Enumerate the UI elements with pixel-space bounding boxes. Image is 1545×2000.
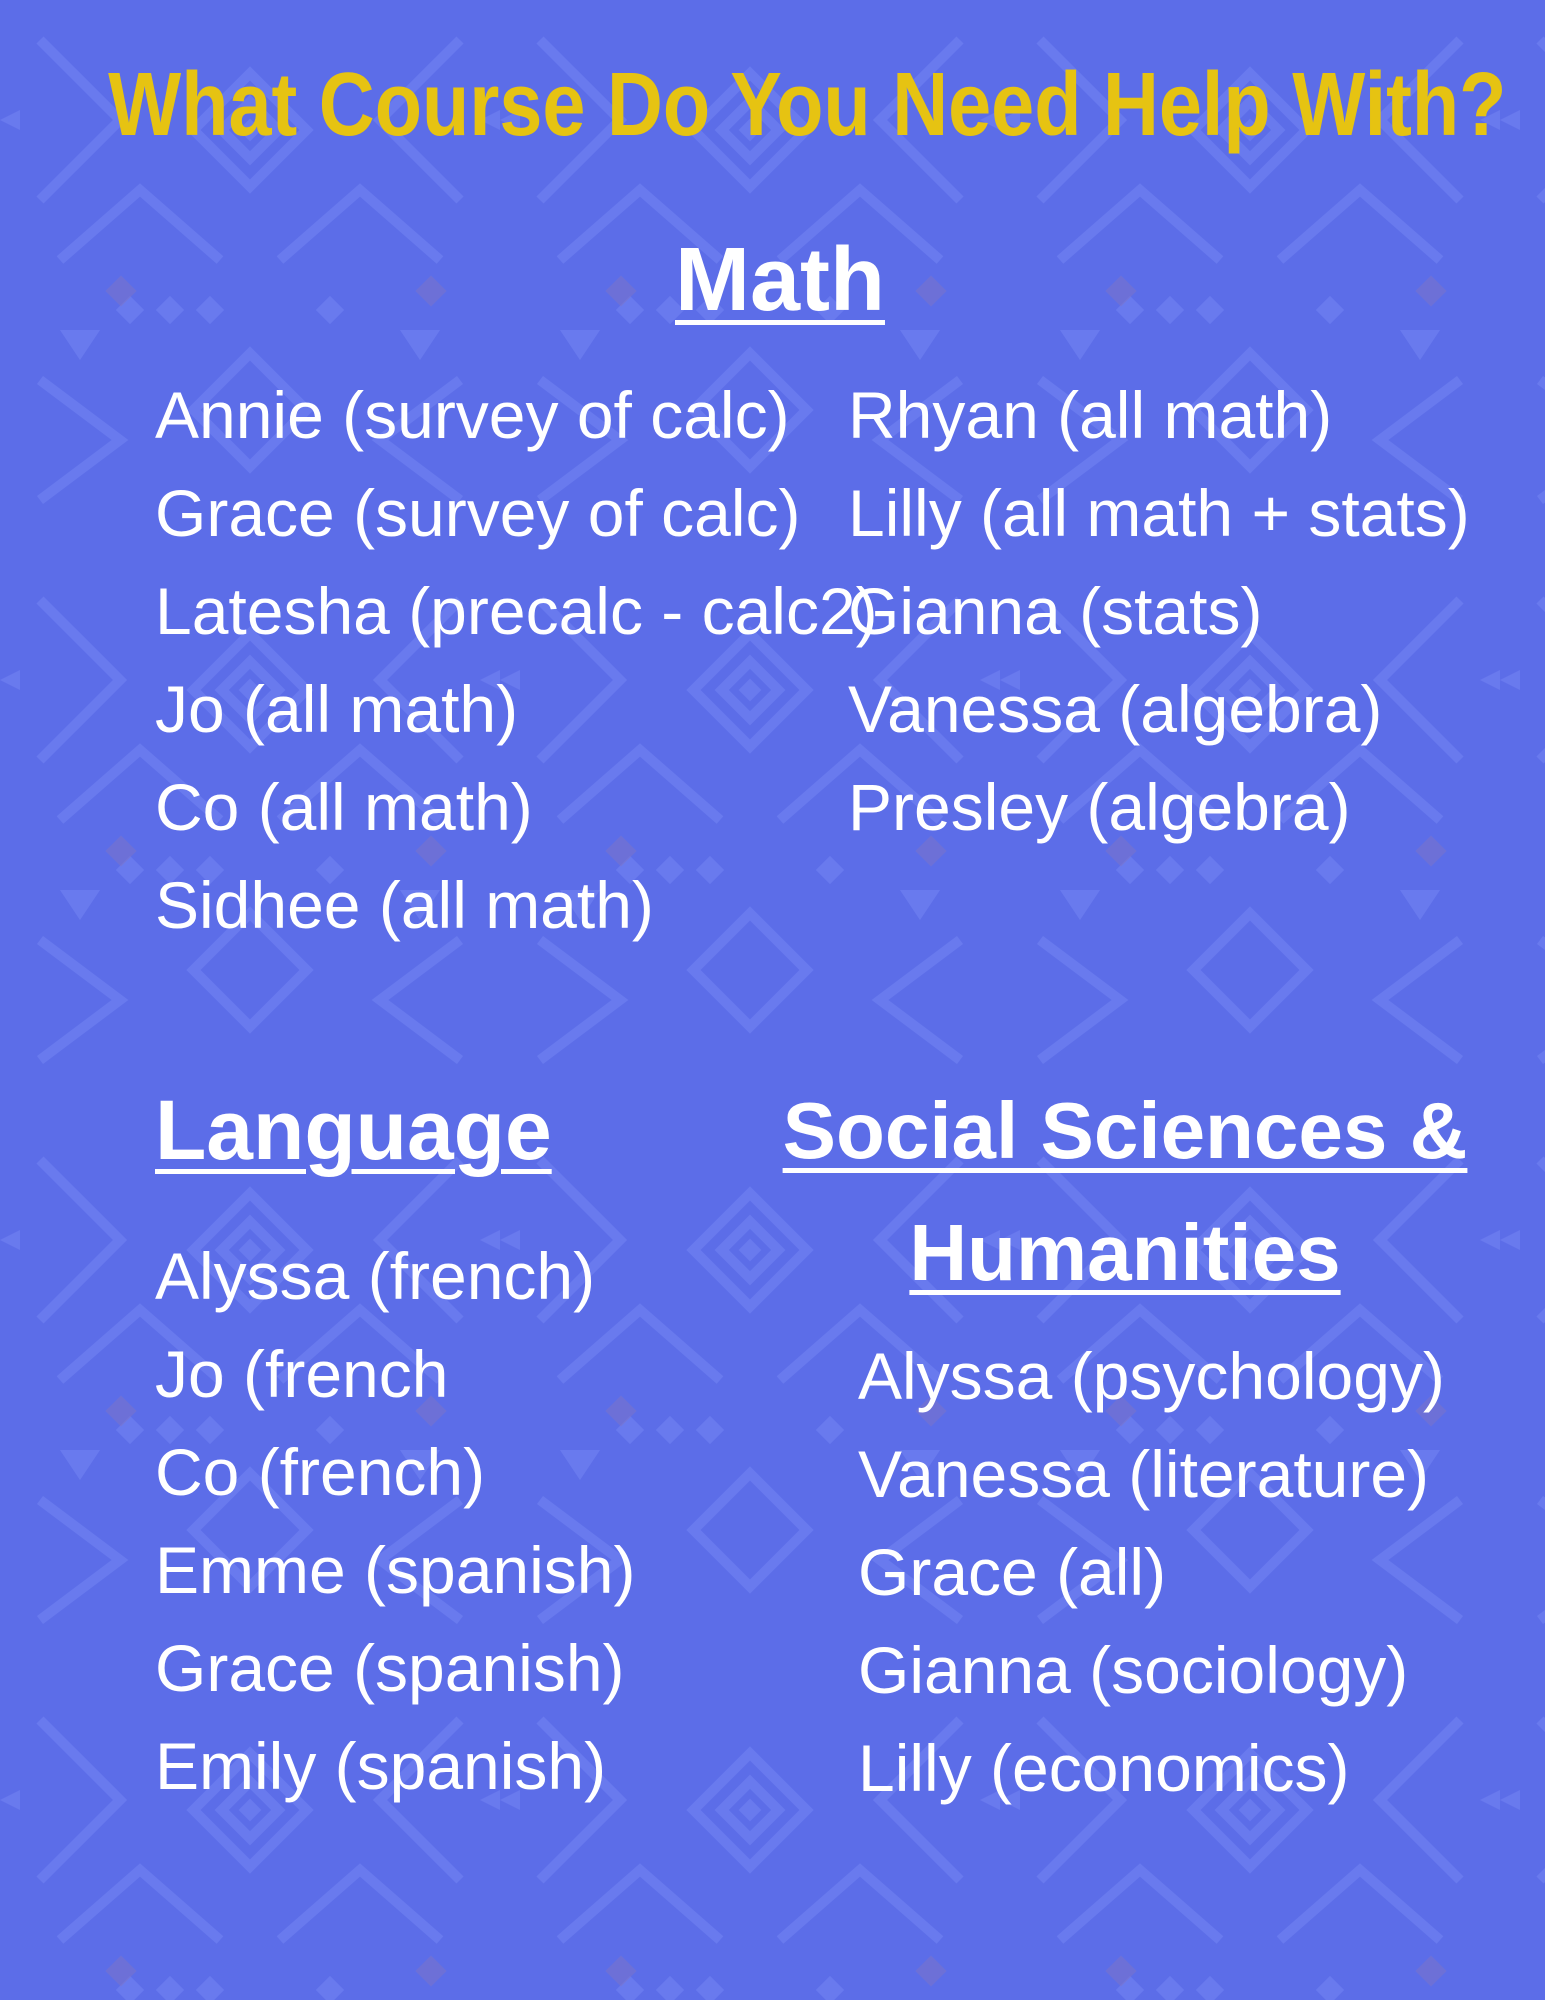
list-item: Sidhee (all math) [155, 868, 654, 942]
language-heading: Language [155, 1083, 552, 1177]
math-tutor-list-right [848, 366, 1470, 856]
list-item: Vanessa (literature) [858, 1437, 1430, 1511]
list-item: Emily (spanish) [155, 1729, 607, 1803]
language-tutor-list [155, 1227, 635, 1815]
list-item: Lilly (economics) [858, 1731, 1350, 1805]
social-sciences-heading-line1: Social Sciences & [782, 1086, 1468, 1175]
list-item: Jo (french [155, 1337, 449, 1411]
math-heading: Math [675, 230, 885, 330]
math-tutor-list-left [155, 366, 878, 954]
list-item: Gianna (sociology) [858, 1633, 1409, 1707]
page-title: What Course Do You Need Help With? [108, 55, 1507, 155]
list-item: Grace (survey of calc) [155, 476, 801, 550]
social-sciences-heading-line2: Humanities [909, 1208, 1341, 1297]
list-item: Alyssa (psychology) [858, 1339, 1445, 1413]
list-item: Latesha (precalc - calc2) [155, 574, 878, 648]
list-item: Alyssa (french) [155, 1239, 596, 1313]
list-item: Grace (all) [858, 1535, 1167, 1609]
list-item: Emme (spanish) [155, 1533, 636, 1607]
list-item: Lilly (all math + stats) [848, 476, 1470, 550]
list-item: Rhyan (all math) [848, 378, 1333, 452]
list-item: Co (all math) [155, 770, 533, 844]
social-sciences-tutor-list [858, 1327, 1445, 1817]
list-item: Presley (algebra) [848, 770, 1351, 844]
list-item: Co (french) [155, 1435, 486, 1509]
list-item: Annie (survey of calc) [155, 378, 790, 452]
list-item: Vanessa (algebra) [848, 672, 1383, 746]
list-item: Grace (spanish) [155, 1631, 625, 1705]
list-item: Gianna (stats) [848, 574, 1263, 648]
social-sciences-heading [765, 1070, 1485, 1314]
list-item: Jo (all math) [155, 672, 519, 746]
